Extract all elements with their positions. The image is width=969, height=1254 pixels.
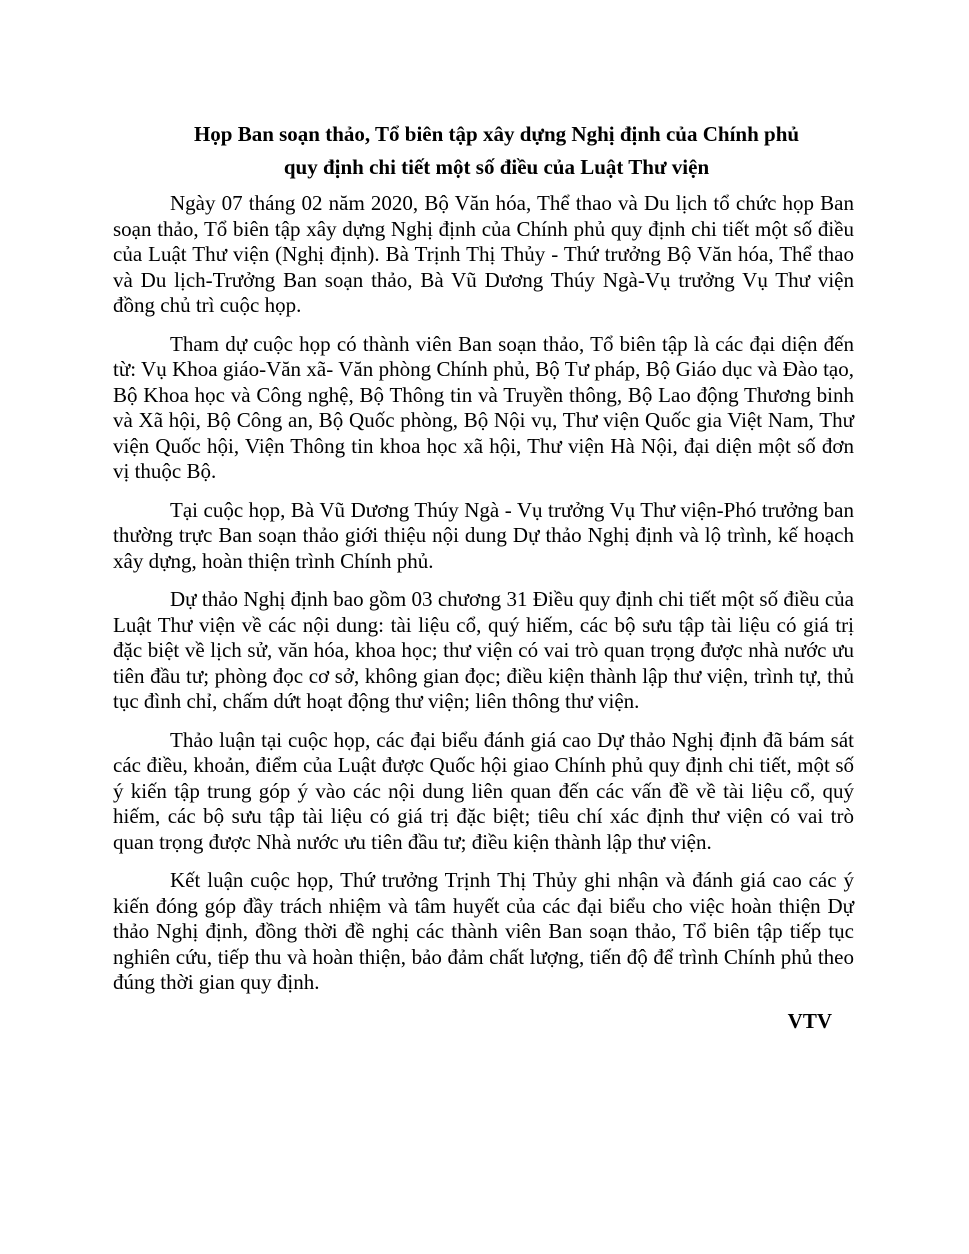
title-line-1: Họp Ban soạn thảo, Tổ biên tập xây dựng Nghị định của Chính phủ (193, 122, 800, 146)
document-title (113, 118, 854, 184)
paragraph-3: Tại cuộc họp, Bà Vũ Dương Thúy Ngà - Vụ trưởng Vụ Thư viện-Phó trưởng ban thường trực Ban soạn thảo giới thiệu nội dung Dự thảo Nghị định và lộ trình, kế hoạch xây dựng, hoàn thiện trình Chính phủ. (113, 497, 854, 573)
paragraph-2: Tham dự cuộc họp có thành viên Ban soạn thảo, Tổ biên tập là các đại diện đến từ: Vụ Khoa giáo-Văn xã- Văn phòng Chính phủ, Bộ Tư pháp, Bộ Giáo dục và Đào tạo, Bộ Khoa học và Công nghệ, Bộ Thông tin và Truyền thông, Bộ Lao động Thương binh và Xã hội, Bộ Công an, Bộ Quốc phòng, Bộ Nội vụ, Thư viện Quốc gia Việt Nam, Thư viện Quốc hội, Viện Thông tin khoa học xã hội, Thư viện Hà Nội, đại diện một số đơn vị thuộc Bộ. (113, 331, 854, 483)
paragraph-5: Thảo luận tại cuộc họp, các đại biểu đánh giá cao Dự thảo Nghị định đã bám sát các điều, khoản, điểm của Luật được Quốc hội giao Chính phủ quy định chi tiết, một số ý kiến tập trung góp ý vào các nội dung liên quan đến các vấn đề về tài liệu cổ, quý hiếm, các bộ sưu tập tài liệu có giá trị đặc biệt; tiêu chí xác định thư viện có vai trò quan trọng được Nhà nước ưu tiên đầu tư; điều kiện thành lập thư viện. (113, 727, 854, 854)
document-page (113, 118, 854, 1034)
signature: VTV (787, 1008, 832, 1033)
paragraph-6: Kết luận cuộc họp, Thứ trưởng Trịnh Thị Thủy ghi nhận và đánh giá cao các ý kiến đóng góp đầy trách nhiệm và tâm huyết của các đại biểu cho việc hoàn thiện Dự thảo Nghị định, đồng thời đề nghị các thành viên Ban soạn thảo, Tổ biên tập tiếp tục nghiên cứu, tiếp thu và hoàn thiện, bảo đảm chất lượng, tiến độ để trình Chính phủ theo đúng thời gian quy định. (113, 868, 854, 994)
paragraph-4: Dự thảo Nghị định bao gồm 03 chương 31 Điều quy định chi tiết một số điều của Luật Thư viện về các nội dung: tài liệu cổ, quý hiếm, các bộ sưu tập tài liệu có giá trị đặc biệt về lịch sử, văn hóa, khoa học; thư viện có vai trò quan trọng được nhà nước ưu tiên đầu tư; phòng đọc cơ sở, không gian đọc; điều kiện thành lập thư viện, trình tự, thủ tục đình chỉ, chấm dứt hoạt động thư viện; liên thông thư viện. (113, 587, 854, 713)
title-line-2: quy định chi tiết một số điều của Luật Thư viện (283, 155, 710, 179)
paragraph-1: Ngày 07 tháng 02 năm 2020, Bộ Văn hóa, Thể thao và Du lịch tổ chức họp Ban soạn thảo, Tổ biên tập xây dựng Nghị định của Chính phủ quy định chi tiết một số điều của Luật Thư viện (Nghị định). Bà Trịnh Thị Thủy - Thứ trưởng Bộ Văn hóa, Thể thao và Du lịch-Trưởng Ban soạn thảo, Bà Vũ Dương Thúy Ngà-Vụ trưởng Vụ Thư viện đồng chủ trì cuộc họp. (113, 191, 854, 317)
